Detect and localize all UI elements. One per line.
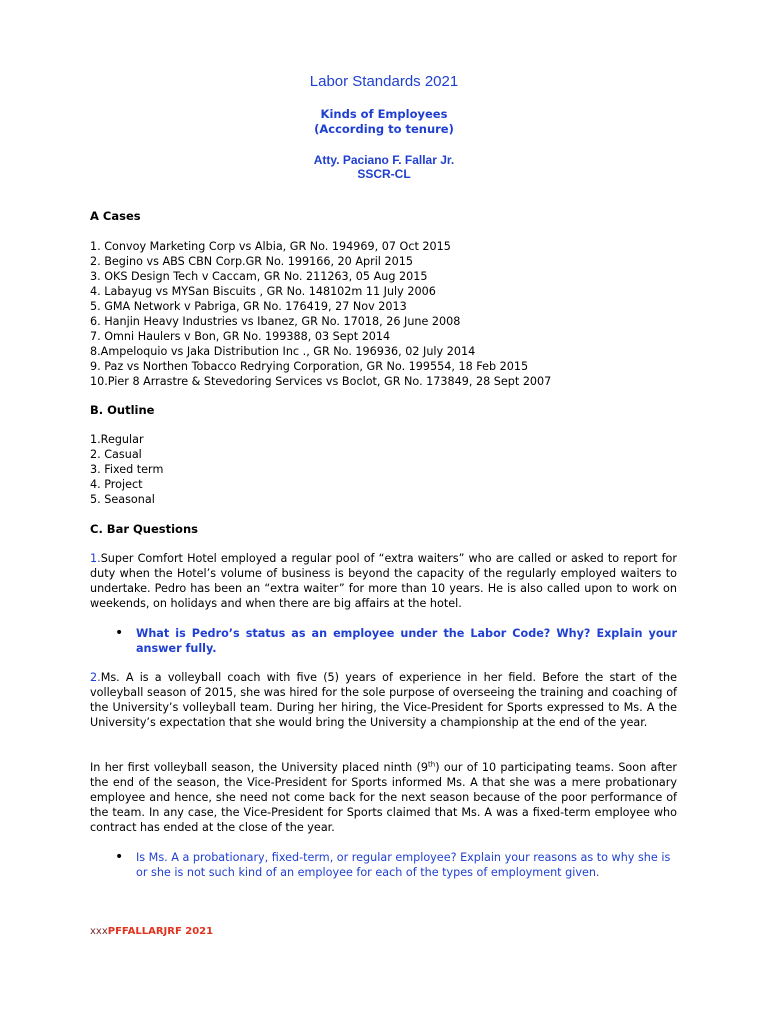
case-item: 7. Omni Haulers v Bon, GR No. 199388, 03 Sept 2014 [90,330,391,343]
case-item: 9. Paz vs Northen Tobacco Redrying Corporation, GR No. 199554, 18 Feb 2015 [90,360,529,373]
outline-item: 4. Project [90,478,143,491]
bullet-icon: • [115,849,124,865]
question-2-text [90,671,677,731]
page-footer [90,926,213,937]
outline-item: 1.Regular [90,433,144,446]
question-2-prompt: Is Ms. A a probationary, fixed-term, or regular employee? Explain your reasons as to why she is or she is not such kind of an employee for each of the types of employment given. [136,851,671,879]
question-1-body: Super Comfort Hotel employed a regular pool of “extra waiters” who are called or asked to report for duty when the Hotel’s volume of business is beyond the capacity of the regularly employed waiters to undertake. Pedro has been an “extra waiter” for more than 10 years. He is also called upon to work on weekends, on holidays and when there are big affairs at the hotel. [90,552,677,610]
document-subtitle-tenure: (According to tenure) [314,122,454,136]
document-subtitle: Kinds of Employees [320,107,448,121]
case-item: 8.Ampeloquio vs Jaka Distribution Inc ., GR No. 196936, 02 July 2014 [90,345,476,358]
cases-heading: A Cases [90,209,141,223]
outline-item: 2. Casual [90,448,142,461]
cases-list [90,239,551,389]
case-item: 1. Convoy Marketing Corp vs Albia, GR No. 194969, 07 Oct 2015 [90,240,451,253]
case-item: 3. OKS Design Tech v Caccam, GR No. 211263, 05 Aug 2015 [90,270,428,283]
case-item: 2. Begino vs ABS CBN Corp.GR No. 199166, 20 April 2015 [90,255,413,268]
outline-item: 3. Fixed term [90,463,164,476]
outline-heading: B. Outline [90,403,155,417]
question-2-body: Ms. A is a volleyball coach with five (5) years of experience in her field. Before the start of the volleyball season of 2015, she was hired for the sole purpose of overseeing the training and coaching of the University’s volleyball team. During her hiring, the Vice-President for Sports expressed to Ms. A the University’s expectation that she would bring the University a championship at the end of the year. [90,671,677,729]
question-1-text [90,552,677,612]
bullet-icon: • [115,625,124,641]
author-affiliation: SSCR-CL [357,167,411,181]
outline-list [90,432,163,507]
footer-prefix: xxx [90,926,108,937]
footer-text: PFFALLARJRF 2021 [107,926,214,937]
question-1-prompt: What is Pedro’s status as an employee under the Labor Code? Why? Explain your answer fully. [136,627,677,655]
question-2-number: 2. [90,671,101,684]
case-item: 6. Hanjin Heavy Industries vs Ibanez, GR No. 17018, 26 June 2008 [90,315,461,328]
document-title: Labor Standards 2021 [309,73,459,90]
case-item: 5. GMA Network v Pabriga, GR No. 176419, 27 Nov 2013 [90,300,407,313]
author-name: Atty. Paciano F. Fallar Jr. [313,153,455,167]
case-item: 4. Labayug vs MYSan Biscuits , GR No. 148102m 11 July 2006 [90,285,436,298]
outline-item: 5. Seasonal [90,493,155,506]
question-2-text-continued: In her first volleyball season, the University placed ninth (9th) our of 10 participating teams. Soon after the end of the season, the Vice-President for Sports informed Ms. A that she was a mere probationary employee and hence, she need not come back for the next season because of the poor performance of the team. In any case, the Vice-President for Sports claimed that Ms. A was a fixed-term employee who contract has ended at the close of the year. [90,760,677,834]
question-1-number: 1. [90,552,101,565]
bar-questions-heading: C. Bar Questions [90,522,198,536]
ordinal-suffix: th [428,760,436,769]
case-item: 10.Pier 8 Arrastre & Stevedoring Services vs Boclot, GR No. 173849, 28 Sept 2007 [90,375,552,388]
